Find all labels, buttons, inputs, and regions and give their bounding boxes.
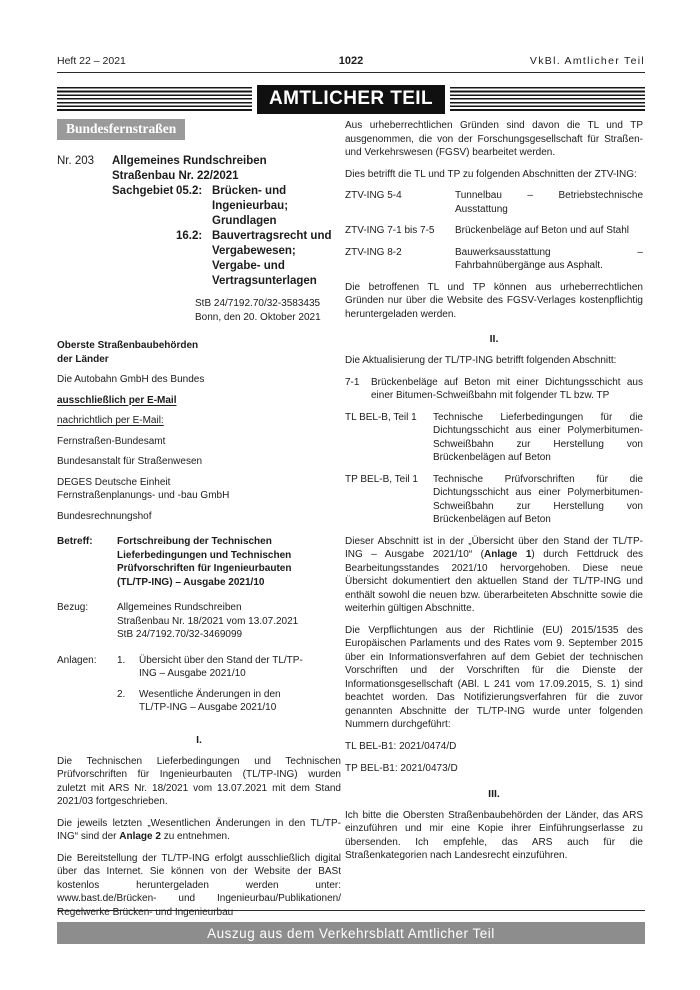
right-column (345, 119, 643, 927)
subject-code-1: 05.2: (176, 185, 203, 197)
anlagen-label: Anlagen: (57, 654, 97, 666)
ztv-entry-2: ZTV-ING 7-1 bis 7-5 Brückenbeläge auf Beton und auf Stahl (345, 225, 630, 236)
paragraph: Die Technischen Lieferbedingungen und Technischen Prüfvorschriften für Ingenieurbauten (TL/TP-ING) wurden zuletzt mit ARS Nr. 18/2021 vom 13.07.2021 mit dem Stand 2021/03 fortgeschrieben. (57, 755, 341, 807)
subject-label: Sachgebiet (112, 185, 174, 197)
banner-stripes-right (450, 87, 645, 112)
category-tag: Bundesfernstraßen (57, 119, 185, 140)
running-head (57, 55, 645, 73)
recipient-cc-1: Fernstraßen-Bundesamt (57, 435, 166, 447)
betreff-row (57, 535, 341, 589)
tp-bel-b-entry: TP BEL-B, Teil 1 Technische Prüfvorschriften für die Dichtungsschicht aus einer Polymerbitumen-Schweißbahn zur Herstellung von Brückenbelägen auf Beton (345, 473, 643, 525)
section-banner (57, 85, 645, 113)
paragraph: Dieser Abschnitt ist in der „Übersicht über den Stand der TL/TP-ING – Ausgabe 2021/10“ (Anlage 1) durch Fettdruck des Bearbeitungsstandes 2021/10 hervorgehoben. Diese neue Übersicht dokumentiert den aktuellen Stand der TL/TP-ING und enthält sowohl die neuen bzw. überarbeiteten Abschnitte sowie die weiterhin gültigen Abschnitte. (345, 535, 644, 614)
section-heading-2: II. (489, 333, 499, 345)
delivery-note-cc: nachrichtlich per E-Mail: (57, 415, 164, 426)
paragraph: Die betroffenen TL und TP können aus urheberrechtlichen Gründen nur über die Website des FGSV-Verlages kostenpflichtig heruntergeladen werden. (345, 281, 643, 320)
ztv-entry-3: ZTV-ING 8-2 Bauwerksausstattung – Fahrbahnübergänge aus Asphalt. (345, 246, 643, 271)
notification-number-1: TL BEL-B1: 2021/0474/D (345, 740, 457, 752)
paragraph: Die Bereitstellung der TL/TP-ING erfolgt ausschließlich digital über das Internet. Sie können von der Website der BASt kostenlos heruntergeladen werden unter: www.bast.de/Brücken- und Ingenieurbau/Publikationen/ Regelwerke Brücken- und Ingenieurbau (57, 852, 341, 918)
tl-bel-b-entry: TL BEL-B, Teil 1 Technische Lieferbedingungen für die Dichtungsschicht aus einer Polymerbitumen-Schweißbahn zur Herstellung von Brückenbelägen auf Beton (345, 411, 643, 463)
paragraph: Dies betrifft die TL und TP zu folgenden Abschnitten der ZTV-ING: (345, 168, 637, 180)
banner-title: AMTLICHER TEIL (257, 85, 445, 114)
circular-heading (57, 154, 341, 289)
recipient-cc-2: Bundesanstalt für Straßenwesen (57, 456, 203, 467)
notification-number-2: TP BEL-B1: 2021/0473/D (345, 763, 458, 774)
update-item-7-1: 7-1 Brückenbeläge auf Beton mit einer Dichtungsschicht aus einer Bitumen-Schweißbahn mit folgender TL bzw. TP (345, 376, 643, 401)
paragraph: Die Aktualisierung der TL/TP-ING betrifft folgenden Abschnitt: (345, 355, 617, 366)
subject-code-2: 16.2: (176, 230, 203, 242)
section-heading-3: III. (488, 787, 500, 800)
recipient-cc-4: Bundesrechnungshof (57, 510, 152, 522)
circular-number: Nr. 203 (57, 155, 95, 167)
paragraph: Die jeweils letzten „Wesentlichen Änderungen in den TL/TP-ING“ sind der Anlage 2 zu entnehmen. (57, 817, 341, 842)
paragraph: Aus urheberrechtlichen Gründen sind davon die TL und TP ausgenommen, die von der Forschungsgesellschaft für Straßen- und Verkehrswesen (FGSV) bearbeitet werden. (345, 120, 643, 158)
reference-block (57, 297, 341, 325)
bezug-row (57, 601, 341, 642)
place-date: Bonn, den 20. Oktober 2021 (195, 312, 321, 323)
recipient-cc-3: DEGES Deutsche Einheit Fernstraßenplanungs- und -bau GmbH (57, 476, 230, 501)
footer-bar: Auszug aus dem Verkehrsblatt Amtlicher Teil (57, 922, 645, 944)
circular-title-line1: Allgemeines Rundschreiben (112, 155, 267, 167)
paragraph: Ich bitte die Obersten Straßenbaubehörden der Länder, das ARS einzuführen und mir eine Kopie ihrer Einführungserlasse zu übersenden. Ich empfehle, das ARS auch für die Straßenkategorien nach Landesrecht einzuführen. (345, 809, 643, 861)
page-number: 1022 (338, 55, 364, 67)
anlagen-row (57, 654, 341, 722)
banner-stripes-left (57, 87, 252, 112)
bezug-text: Allgemeines Rundschreiben Straßenbau Nr. 18/2021 vom 13.07.2021 StB 24/7192.70/32-3469099 (117, 602, 299, 640)
subject-text-1: Brücken- und Ingenieurbau; Grundlagen (212, 185, 289, 227)
paragraph: Die Verpflichtungen aus der Richtlinie (EU) 2015/1535 des Europäischen Parlaments und des Rates vom 9. September 2015 über ein Informationsverfahren auf dem Gebiet der technischen Vorschriften und der Vorschriften für die Dienste der Informationsgesellschaft (ABl. L 241 vom 17.09.2015, S. 1) sind beachtet worden. Das Notifizierungsverfahren für die zuvor genannten Abschnitte der TL/TP-ING wurde unter folgenden Nummern durchgeführt: (345, 624, 643, 730)
betreff-label: Betreff: (57, 536, 93, 547)
ztv-entry-1: ZTV-ING 5-4 Tunnelbau – Betriebstechnische Ausstattung (345, 190, 643, 215)
footer-rule (57, 910, 645, 911)
circular-title-line2: Straßenbau Nr. 22/2021 (112, 170, 239, 182)
section-heading-1: I. (196, 733, 202, 746)
subject-text-2: Bauvertragsrecht und Vergabewesen; Vergabe- und Vertragsunterlagen (212, 230, 332, 287)
issue-label: Heft 22 – 2021 (57, 55, 126, 67)
file-reference: StB 24/7192.70/32-3583435 (195, 298, 321, 309)
journal-label: VkBl. Amtlicher Teil (529, 55, 645, 67)
delivery-note-exclusive: ausschließlich per E-Mail (57, 394, 177, 406)
recipient-autobahn: Die Autobahn GmbH des Bundes (57, 374, 205, 385)
subject-block (112, 184, 341, 289)
betreff-text: Fortschreibung der Technischen Lieferbedingungen und Technischen Prüfvorschriften für Ingenieurbauten (TL/TP-ING) – Ausgabe 2021/10 (117, 536, 292, 588)
left-column (57, 119, 341, 927)
recipient-primary: Oberste Straßenbaubehörden der Länder (57, 340, 199, 365)
anlage-item-1: 1. Übersicht über den Stand der TL/TP-ING – Ausgabe 2021/10 (117, 654, 303, 679)
anlage-item-2: 2. Wesentliche Änderungen in den TL/TP-ING – Ausgabe 2021/10 (117, 688, 281, 713)
bezug-label: Bezug: (57, 602, 89, 613)
